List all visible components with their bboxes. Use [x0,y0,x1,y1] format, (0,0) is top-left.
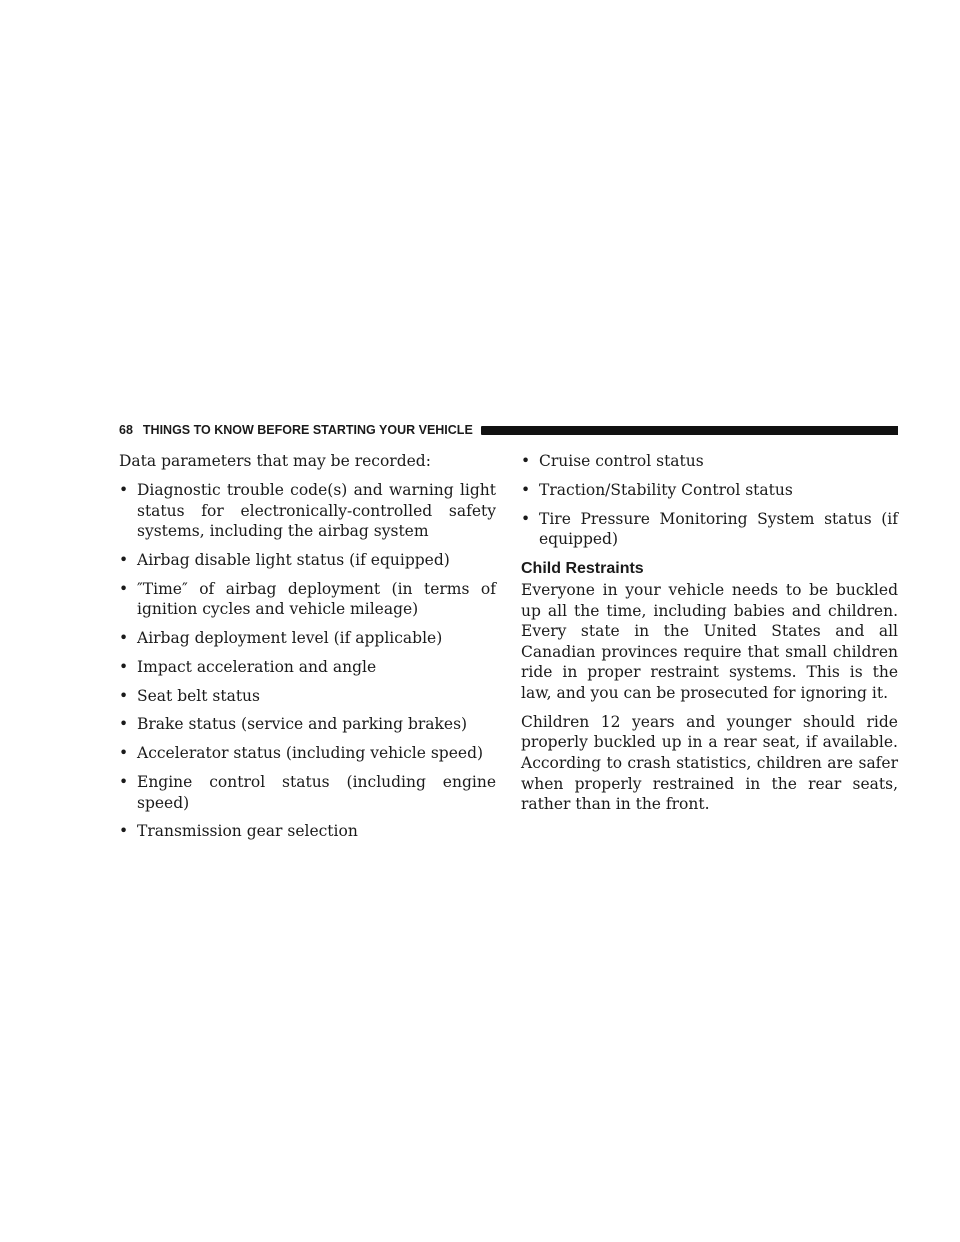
bullet-icon: • [119,657,129,676]
bullet-icon: • [119,579,129,598]
bullet-icon: • [119,744,129,763]
bullet-icon: • [521,452,531,470]
left-column [119,451,496,850]
list-item: • Accelerator status (including vehicle speed) [119,744,484,763]
list-item: • Engine control status (including engine speed) [119,773,496,812]
list-item: • Brake status (service and parking brakes) [119,715,468,734]
list-item: • Airbag disable light status (if equipped) [119,550,450,569]
list-item: • Cruise control status [521,452,704,470]
list-item: • Seat belt status [119,686,260,705]
bullet-icon: • [119,686,129,705]
list-item: • Traction/Stability Control status [521,480,793,499]
bullet-icon: • [521,509,531,528]
list-item: • Diagnostic trouble code(s) and warning light status for electronically-controlled safety systems, including the airbag system [119,480,496,541]
chapter-title: THINGS TO KNOW BEFORE STARTING YOUR VEHICLE [142,423,473,437]
bullet-icon: • [119,550,129,569]
recorded-parameters-list-continued [521,451,898,550]
bullet-icon: • [119,480,129,499]
list-item: • Airbag deployment level (if applicable) [119,629,443,648]
bullet-icon: • [119,773,129,792]
list-item: • Impact acceleration and angle [119,657,377,676]
recorded-parameters-list [119,480,496,842]
page-number: 68 [119,423,133,437]
section-heading-child-restraints: Child Restraints [521,559,644,577]
paragraph: Children 12 years and younger should ride properly buckled up in a rear seat, if available. According to crash statistics, children are safer when properly restrained in the rear seats, rather than in the front. [521,712,898,814]
bullet-icon: • [119,822,129,841]
data-parameters-intro: Data parameters that may be recorded: [119,452,431,470]
list-item: • ″Time″ of airbag deployment (in terms of ignition cycles and vehicle mileage) [119,579,496,619]
page-header [119,421,898,439]
right-column [521,451,898,823]
paragraph: Everyone in your vehicle needs to be buckled up all the time, including babies and children. Every state in the United States and all Canadian provinces require that small children ride in proper restraint systems. This is the law, and you can be prosecuted for ignoring it. [521,580,898,702]
header-rule [481,426,898,435]
bullet-icon: • [521,480,531,499]
list-item: • Tire Pressure Monitoring System status (if equipped) [521,509,898,549]
bullet-icon: • [119,715,129,734]
bullet-icon: • [119,629,129,648]
list-item: • Transmission gear selection [119,822,358,841]
